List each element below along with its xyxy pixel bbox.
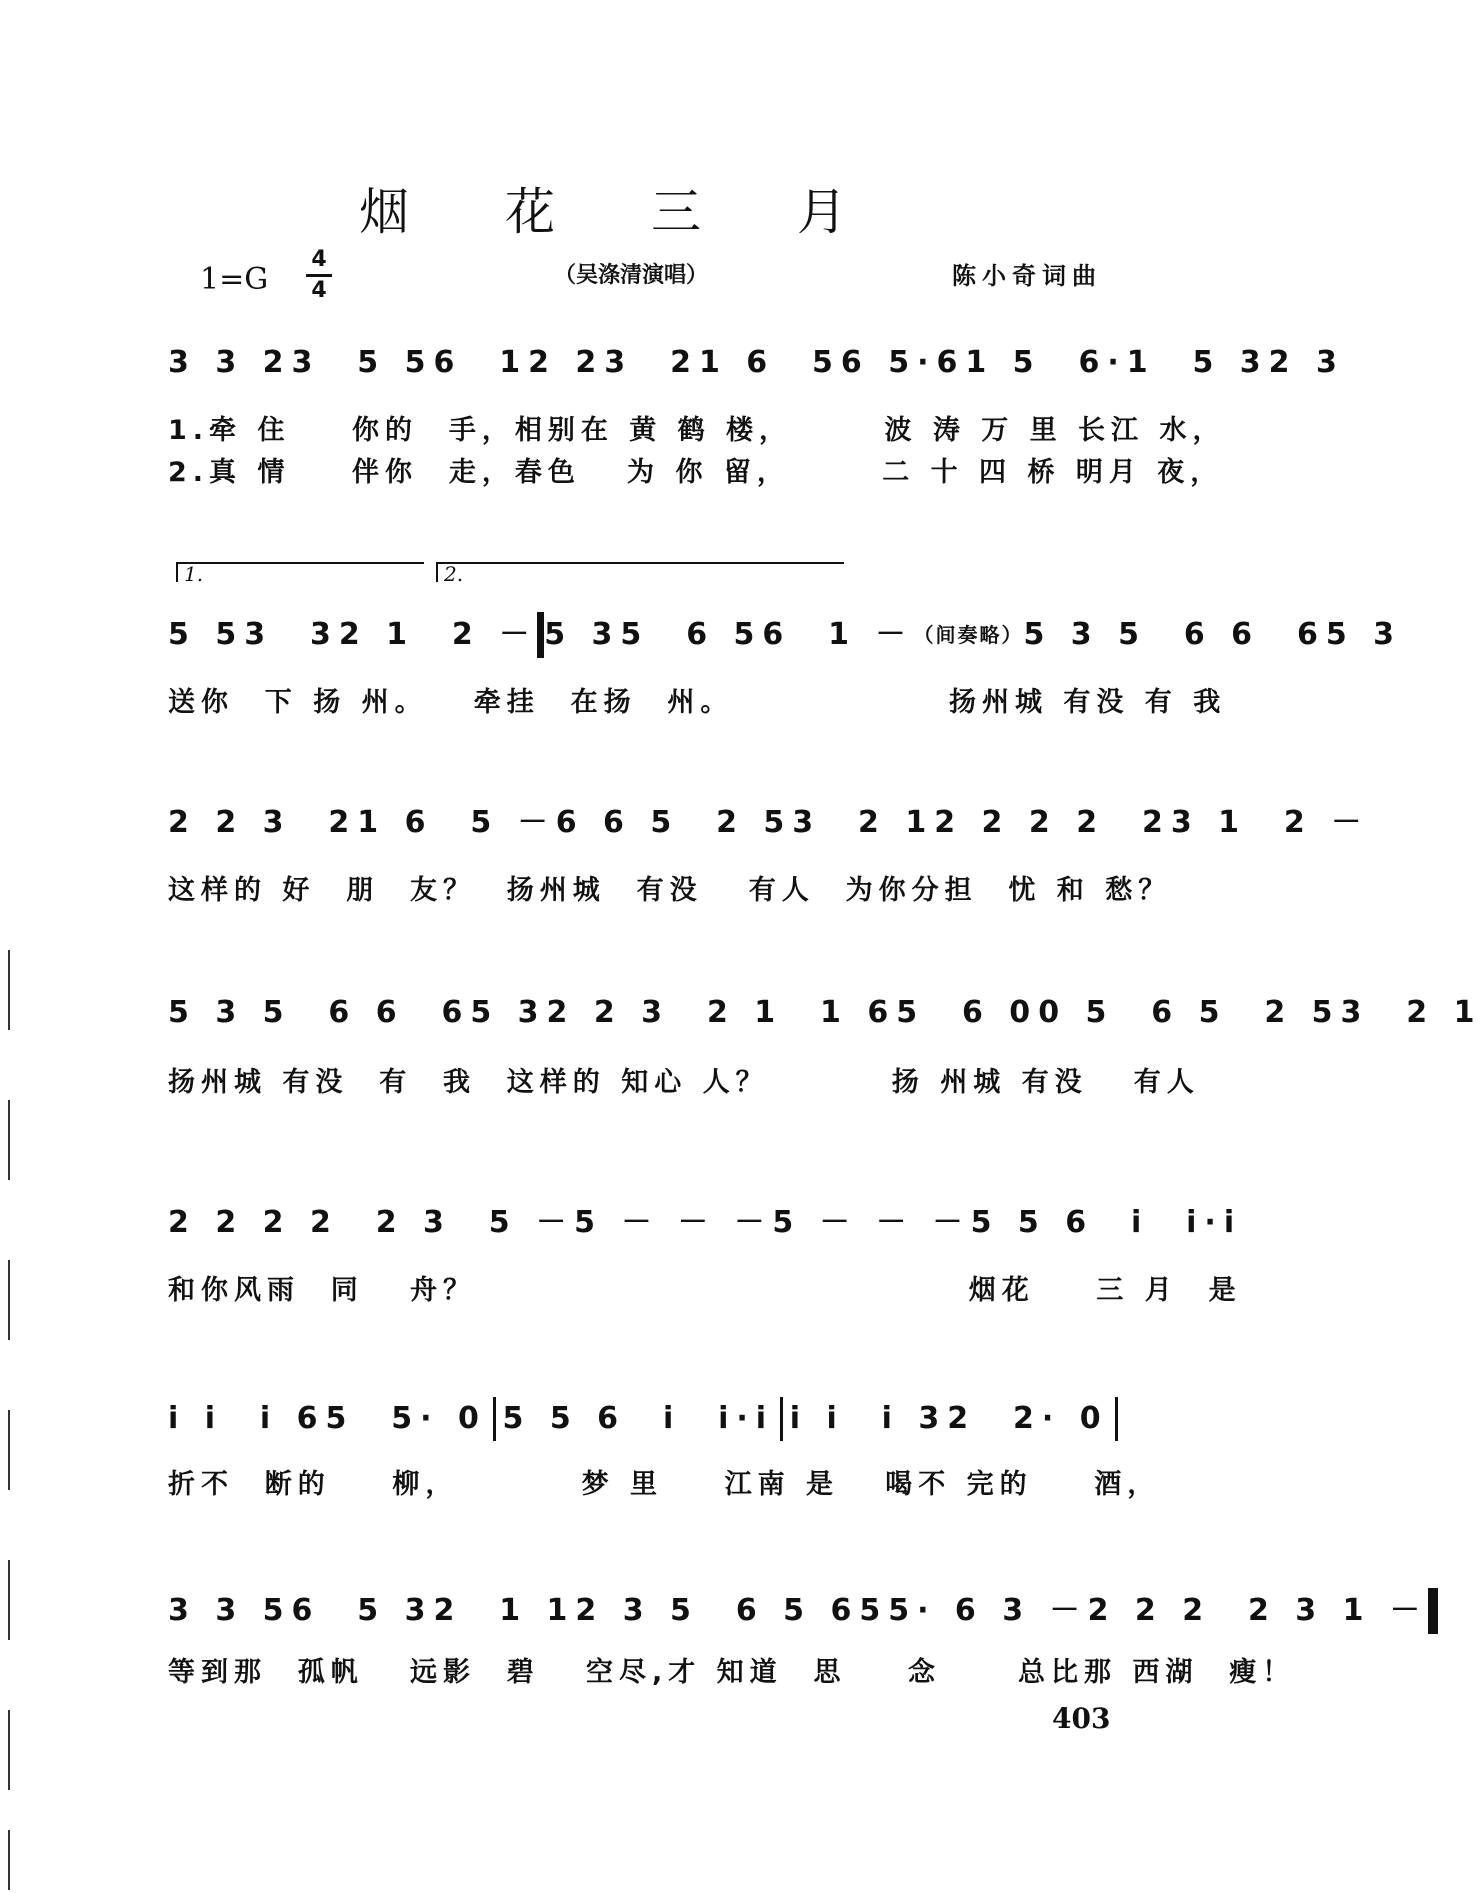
scan-edge xyxy=(8,1100,10,1180)
measure: 3 3 23 5 56 1 xyxy=(168,345,529,380)
lyric-line: 等到那 孤帆 远影 碧 空尽,才 知道 思 念 总比那 西湖 瘦！ xyxy=(168,1657,1296,1688)
measure: 2 2 3 21 6 5 － xyxy=(168,805,556,840)
page-number: 403 xyxy=(1052,1702,1111,1735)
measure: 2 23 21 6 56 5· xyxy=(528,345,937,380)
music-line-1 xyxy=(168,340,1345,386)
measure: 2 2 2 2 23 1 2 － xyxy=(934,805,1370,840)
measure: 6 6 5 2 53 2 1 xyxy=(555,805,935,840)
lyric-line: 送你 下 扬 州。 牵挂 在扬 州。 扬州城 有没 有 我 xyxy=(168,687,1227,718)
measure: 5· 6 3 － xyxy=(888,1593,1088,1628)
measure: 2 3 5 6 5 65 xyxy=(575,1593,889,1628)
volta-2: 2. xyxy=(436,562,844,582)
interlude-note: （间奏略） xyxy=(913,623,1024,647)
final-barline xyxy=(1428,1588,1438,1634)
scan-edge xyxy=(8,1710,10,1790)
lyric-line: 扬州城 有没 有 我 这样的 知心 人？ 扬 州城 有没 有人 xyxy=(168,1067,1200,1098)
music-line-2 xyxy=(168,612,1403,658)
measure: 2 2 2 2 3 1 － xyxy=(1087,1593,1428,1628)
measure: 0 5 6 5 2 53 2 1 xyxy=(1038,995,1483,1030)
lyric-line: 这样的 好 朋 友？ 扬州城 有没 有人 为你分担 忧 和 愁？ xyxy=(168,875,1172,906)
repeat-barline xyxy=(537,612,544,658)
composer-credit: 陈小奇词曲 xyxy=(952,262,1102,290)
measure: 5 3 5 6 6 65 3 xyxy=(1023,617,1403,652)
music-line-5 xyxy=(168,1200,1243,1246)
measure: 3 3 56 5 32 1 1 xyxy=(168,1593,576,1628)
measure: 5 5 6 i i·i xyxy=(502,1401,775,1436)
measure: 2 2 2 2 2 3 5 － xyxy=(168,1205,575,1240)
barline xyxy=(493,1397,496,1441)
measure: 61 5 6·1 5 32 3 xyxy=(936,345,1345,380)
song-title: 烟 花 三 月 xyxy=(359,183,887,241)
performer-credit: （吴涤清演唱） xyxy=(554,263,709,288)
scan-edge xyxy=(8,1410,10,1490)
music-line-6 xyxy=(168,1396,1118,1442)
lyric-line: 2.真 情 伴你 走，春色 为 你 留， 二 十 四 桥 明月 夜， xyxy=(168,457,1224,488)
barline xyxy=(780,1397,783,1441)
barline xyxy=(1115,1397,1118,1441)
measure: i i i 65 5· 0 xyxy=(168,1401,487,1436)
measure: 5 53 32 1 2 － xyxy=(168,617,538,652)
measure: 5 5 6 i i·i xyxy=(970,1205,1243,1240)
key-signature: 1=G xyxy=(200,262,269,297)
time-signature-bottom: 4 xyxy=(311,278,327,303)
music-line-7 xyxy=(168,1588,1428,1634)
time-signature xyxy=(306,248,332,303)
measure: 2 2 3 2 1 1 65 6 0 xyxy=(546,995,1039,1030)
volta-1: 1. xyxy=(176,562,424,582)
measure: 5 35 6 56 1 － xyxy=(544,617,914,652)
lyric-line: 折不 断的 柳， 梦 里 江南 是 喝不 完的 酒， xyxy=(168,1469,1161,1500)
measure: 5 3 5 6 6 65 3 xyxy=(168,995,547,1030)
lyric-line: 1.牵 住 你的 手，相别在 黄 鹤 楼， 波 涛 万 里 长江 水， xyxy=(168,415,1226,446)
measure: 5 － － － xyxy=(772,1205,971,1240)
scan-edge xyxy=(8,1560,10,1640)
measure: i i i 32 2· 0 xyxy=(789,1401,1109,1436)
lyric-line: 和你风雨 同 舟？ 烟花 三 月 是 xyxy=(168,1275,1242,1306)
scan-edge xyxy=(8,1260,10,1340)
measure: 5 － － － xyxy=(574,1205,773,1240)
time-signature-top: 4 xyxy=(311,247,327,272)
music-line-4 xyxy=(168,990,1483,1036)
scan-edge xyxy=(8,1830,10,1890)
music-line-3 xyxy=(168,800,1370,846)
scan-edge xyxy=(8,950,10,1030)
